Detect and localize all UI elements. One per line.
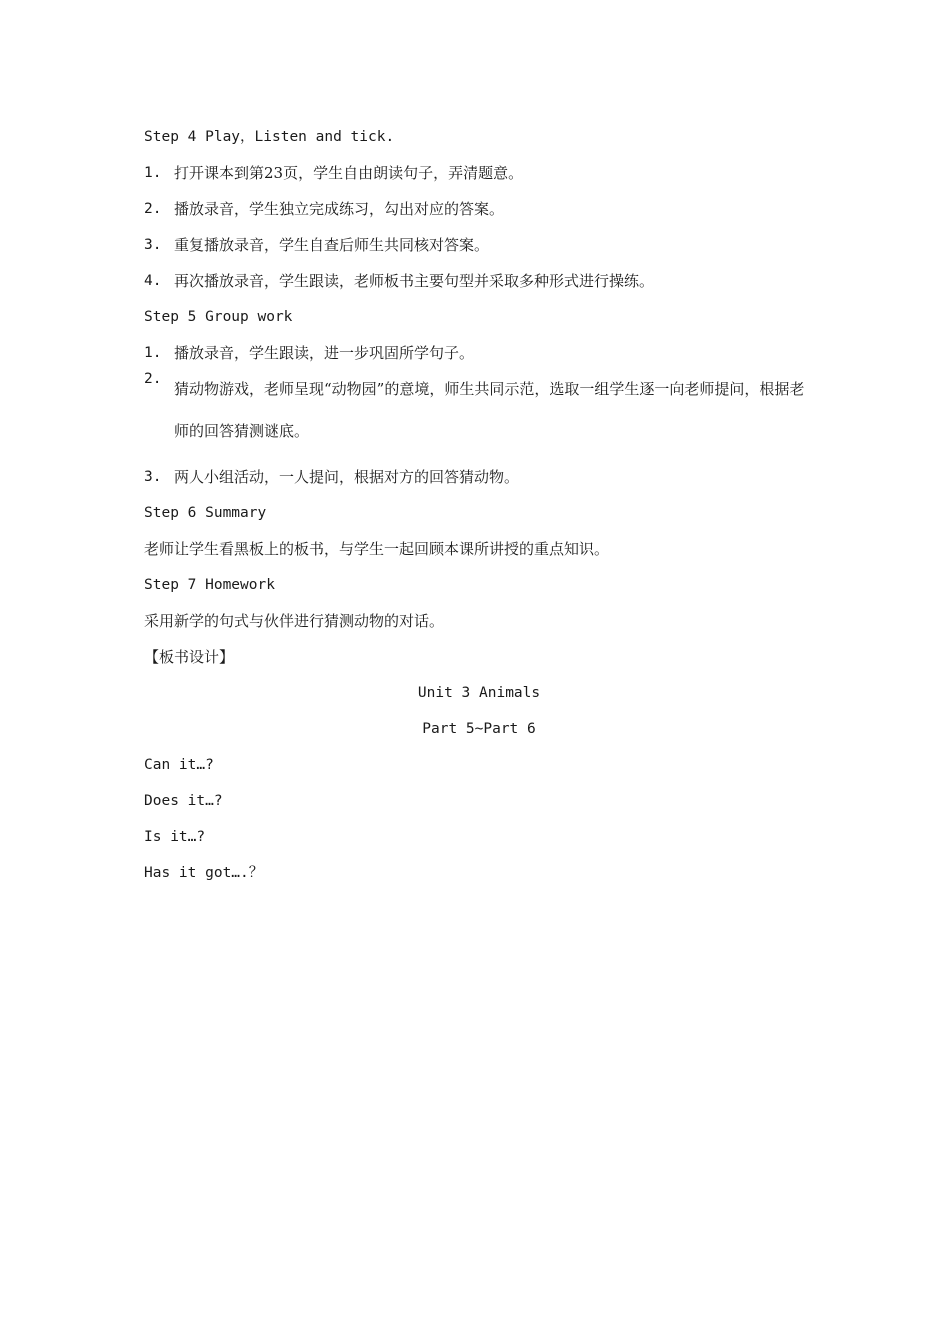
board-question-3: Is it…?: [144, 829, 206, 845]
lesson-plan-content: [144, 126, 814, 898]
list-number: 3.: [144, 469, 162, 485]
step4-item-4: [144, 270, 814, 306]
list-text: 两人小组活动，一人提问，根据对方的回答猜动物。: [174, 468, 520, 486]
list-number: 2.: [144, 371, 162, 387]
board-title: Unit 3 Animals: [417, 685, 541, 701]
board-question-2: Does it…?: [144, 793, 223, 809]
list-text: 再次播放录音，学生跟读，老师板书主要句型并采取多种形式进行操练。: [174, 272, 655, 290]
board-question-4: Has it got….？: [144, 865, 264, 881]
step4-item-2: [144, 198, 814, 234]
list-text: 重复播放录音，学生自查后师生共同核对答案。: [174, 236, 490, 254]
step4-item-3: [144, 234, 814, 270]
list-text: 打开课本到第23页，学生自由朗读句子，弄清题意。: [174, 164, 524, 182]
step5-item-3: [144, 466, 814, 502]
board-subtitle: Part 5~Part 6: [422, 721, 536, 737]
step7-heading: Step 7 Homework: [144, 577, 275, 593]
step4-item-1: [144, 162, 814, 198]
step6-text: 老师让学生看黑板上的板书，与学生一起回顾本课所讲授的重点知识。: [144, 540, 610, 558]
step5-heading: Step 5 Group work: [144, 309, 293, 325]
list-number: 4.: [144, 273, 162, 289]
list-number: 1.: [144, 165, 162, 181]
list-text: 猜动物游戏，老师呈现“动物园”的意境，师生共同示范，选取一组学生逐一向老师提问，根据老师的回答猜测谜底。: [174, 380, 805, 440]
step5-item-2: [144, 368, 814, 452]
list-text: 播放录音，学生跟读，进一步巩固所学句子。: [174, 344, 475, 362]
step4-heading: Step 4 Play，Listen and tick.: [144, 129, 395, 145]
board-design-heading: 【板书设计】: [144, 648, 235, 666]
step7-text: 采用新学的句式与伙伴进行猜测动物的对话。: [144, 612, 445, 630]
list-number: 3.: [144, 237, 162, 253]
step6-heading: Step 6 Summary: [144, 505, 267, 521]
list-number: 2.: [144, 201, 162, 217]
list-number: 1.: [144, 345, 162, 361]
list-text: 播放录音，学生独立完成练习，勾出对应的答案。: [174, 200, 505, 218]
board-question-1: Can it…?: [144, 757, 214, 773]
